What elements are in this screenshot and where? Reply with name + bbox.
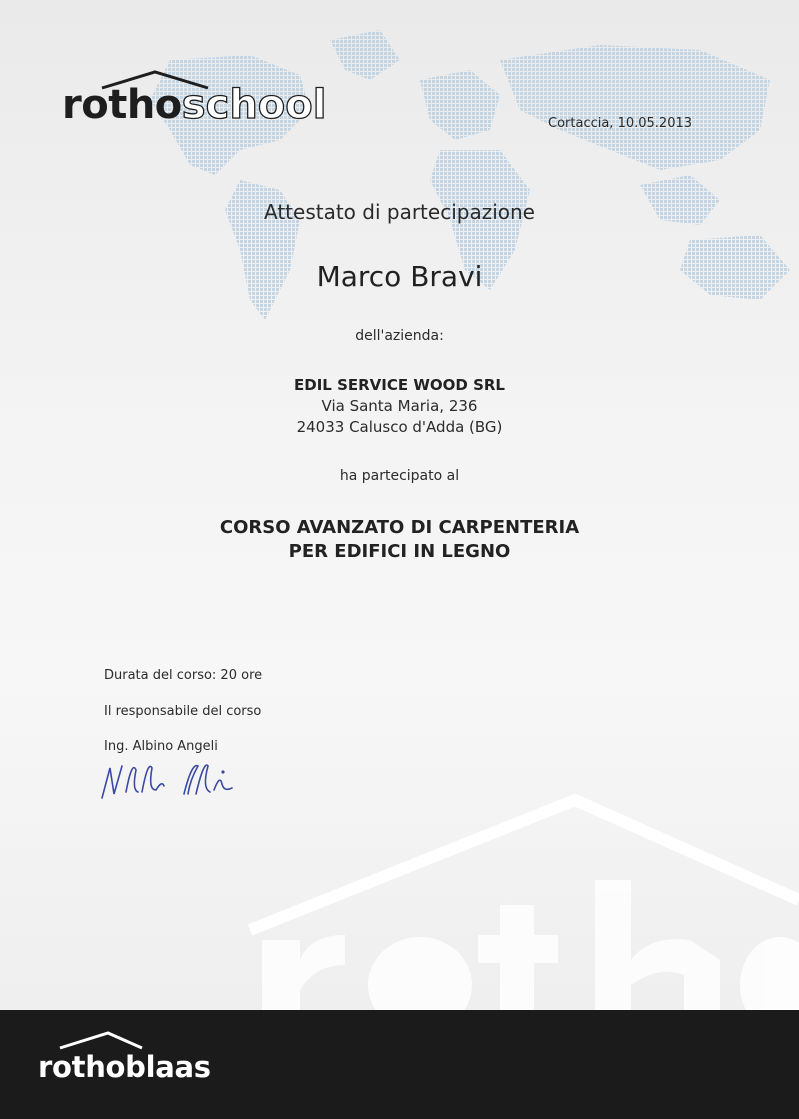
responsible-label: Il responsabile del corso	[104, 704, 262, 719]
logo-text-school: school	[181, 82, 327, 128]
company-intro: dell'azienda:	[355, 328, 444, 344]
participant-name: Marco Bravi	[316, 260, 483, 293]
course-title-line2: PER EDIFICI IN LEGNO	[288, 541, 511, 562]
rothoblaas-logo	[38, 1028, 238, 1098]
footer-logo-text: rothoblaas	[38, 1050, 211, 1084]
rothoschool-logo	[62, 68, 332, 130]
roof-icon	[38, 1028, 148, 1050]
participated-text: ha partecipato al	[339, 468, 460, 484]
certificate-date: Cortaccia, 10.05.2013	[548, 116, 693, 131]
logo-text-rotho: rotho	[62, 82, 182, 128]
company-name: EDIL SERVICE WOOD SRL	[294, 376, 505, 394]
course-duration: Durata del corso: 20 ore	[104, 668, 263, 683]
instructor-name: Ing. Albino Angeli	[104, 739, 218, 754]
course-title-line1: CORSO AVANZATO DI CARPENTERIA	[219, 517, 580, 538]
certificate-title: Attestato di partecipazione	[264, 200, 535, 224]
signature	[92, 750, 262, 810]
footer-bar	[0, 1010, 799, 1119]
company-city: 24033 Calusco d'Adda (BG)	[296, 418, 503, 436]
company-street: Via Santa Maria, 236	[321, 397, 478, 415]
